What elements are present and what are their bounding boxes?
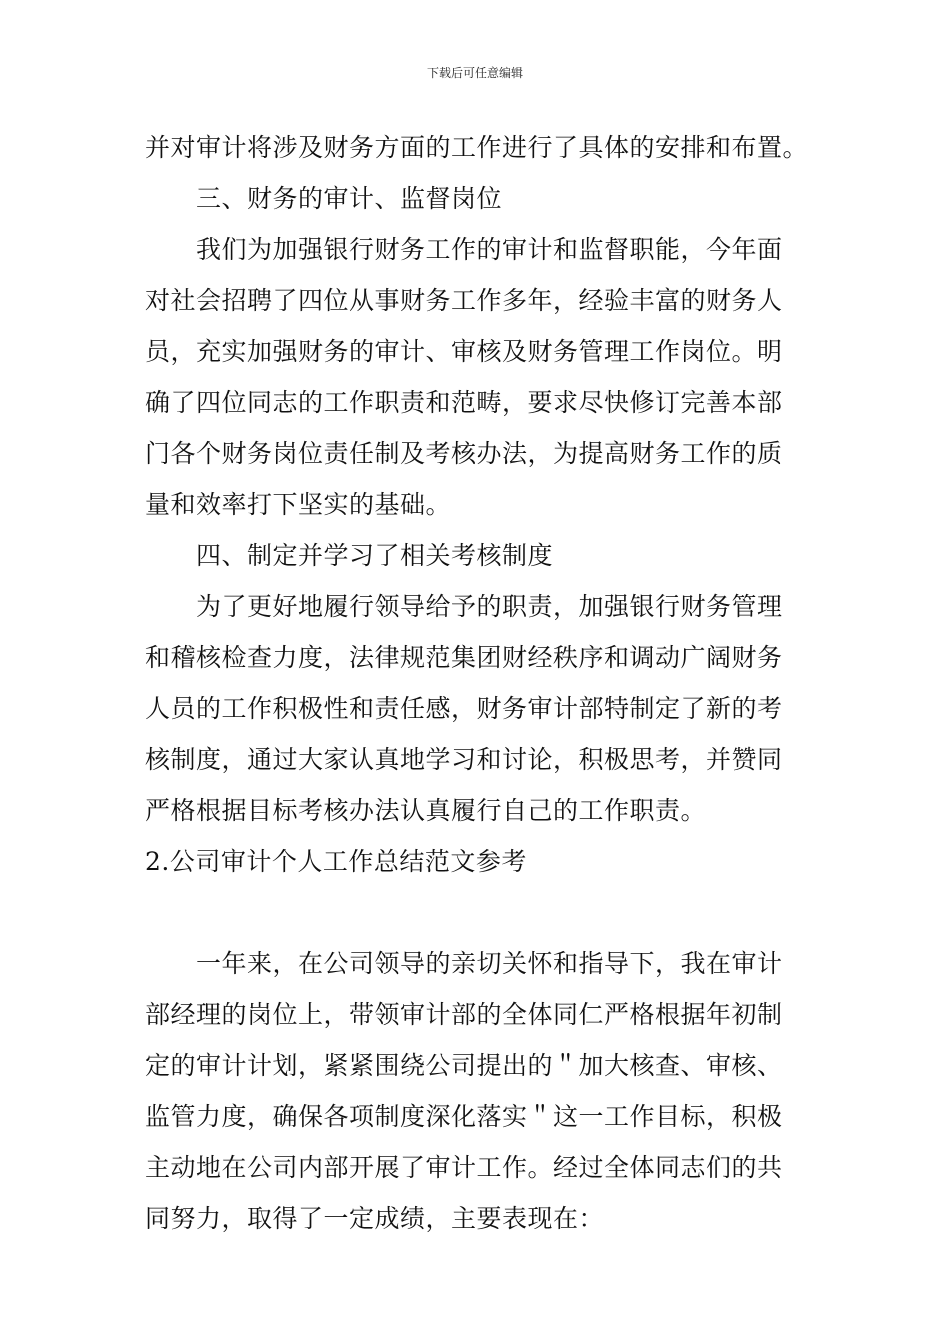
paragraph-line: 定的审计计划，紧紧围绕公司提出的＂加大核查、审核、 — [145, 1051, 783, 1080]
paragraph-line: 部经理的岗位上，带领审计部的全体同仁严格根据年初制 — [145, 1000, 783, 1029]
paragraph-line: 对社会招聘了四位从事财务工作多年，经验丰富的财务人 — [145, 286, 783, 315]
document-body — [145, 122, 810, 1244]
paragraph-line: 并对审计将涉及财务方面的工作进行了具体的安排和布置。 — [145, 133, 809, 162]
paragraph-line: 门各个财务岗位责任制及考核办法，为提高财务工作的质 — [145, 439, 783, 468]
paragraph-line: 人员的工作积极性和责任感，财务审计部特制定了新的考 — [145, 694, 783, 723]
article-title: 2.公司审计个人工作总结范文参考 — [145, 847, 527, 876]
paragraph-line: 确了四位同志的工作职责和范畴，要求尽快修订完善本部 — [145, 388, 783, 417]
paragraph-line: 同努力，取得了一定成绩，主要表现在： — [145, 1204, 605, 1233]
section-heading-3: 三、财务的审计、监督岗位 — [196, 184, 503, 213]
paragraph-line: 主动地在公司内部开展了审计工作。经过全体同志们的共 — [145, 1153, 783, 1182]
paragraph-line: 一年来，在公司领导的亲切关怀和指导下，我在审计 — [196, 949, 783, 978]
paragraph-line: 我们为加强银行财务工作的审计和监督职能，今年面 — [196, 235, 783, 264]
paragraph-line: 严格根据目标考核办法认真履行自己的工作职责。 — [145, 796, 707, 825]
blank-line — [145, 887, 810, 938]
paragraph-line: 核制度，通过大家认真地学习和讨论，积极思考，并赞同 — [145, 745, 783, 774]
paragraph-line: 员，充实加强财务的审计、审核及财务管理工作岗位。明 — [145, 337, 783, 366]
paragraph-line: 量和效率打下坚实的基础。 — [145, 490, 452, 519]
paragraph-line: 和稽核检查力度，法律规范集团财经秩序和调动广阔财务 — [145, 643, 783, 672]
section-heading-4: 四、制定并学习了相关考核制度 — [196, 541, 554, 570]
paragraph-line: 为了更好地履行领导给予的职责，加强银行财务管理 — [196, 592, 783, 621]
paragraph-line: 监管力度，确保各项制度深化落实＂这一工作目标，积极 — [145, 1102, 783, 1131]
page-header: 下载后可任意编辑 — [426, 66, 523, 80]
